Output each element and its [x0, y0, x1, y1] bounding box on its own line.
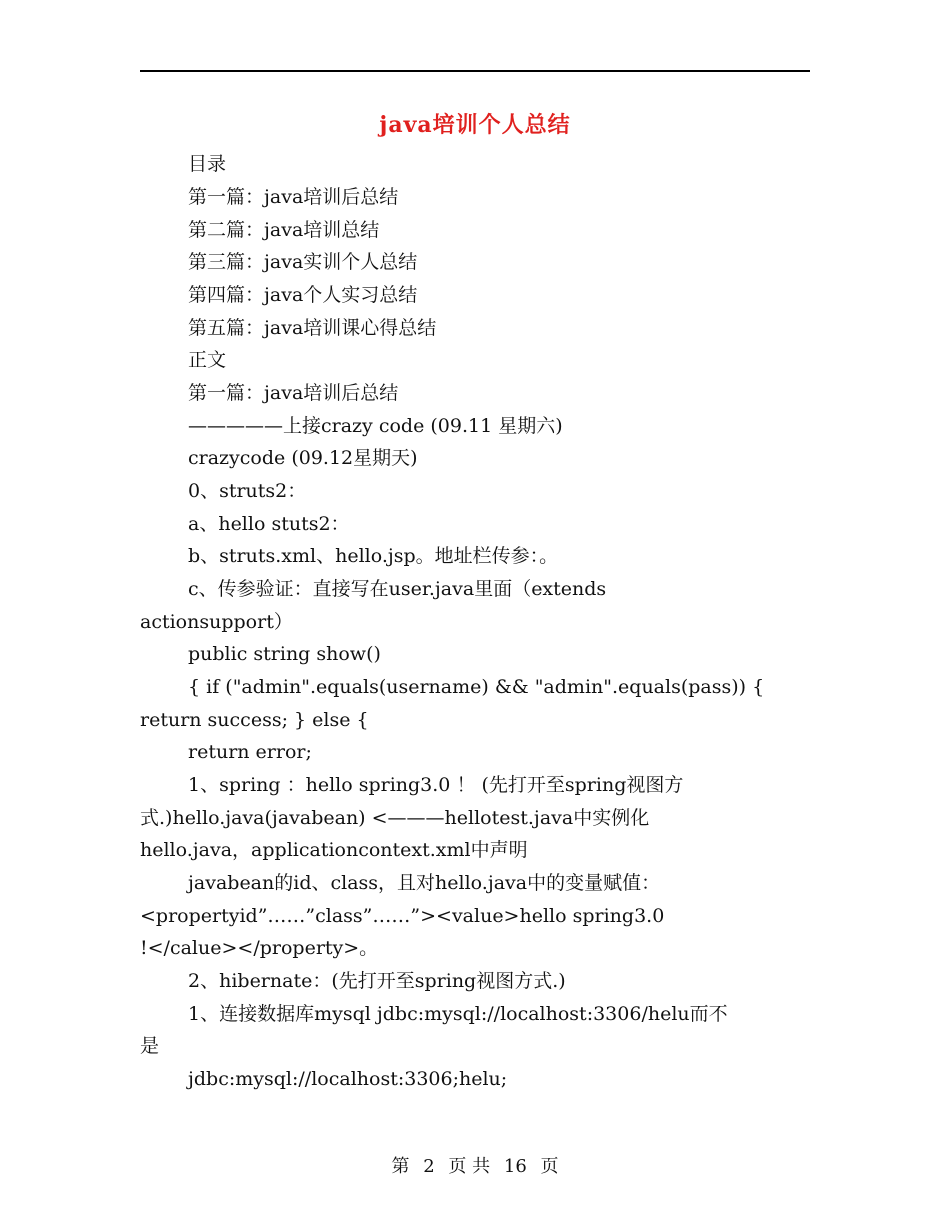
- paragraph-line: 1、spring ：hello spring3.0 ！ (先打开至spring视图方: [188, 774, 684, 796]
- footer-prefix: 第: [391, 1156, 410, 1177]
- toc-item-5: 第五篇：java培训课心得总结: [188, 317, 437, 339]
- paragraph-line: 是: [140, 1035, 160, 1057]
- paragraph-line: javabean的id、class，且对hello.java中的变量赋值：: [188, 872, 661, 894]
- toc-item-1: 第一篇：java培训后总结: [188, 186, 399, 208]
- paragraph-line: actionsupport）: [140, 611, 293, 633]
- toc-item-4: 第四篇：java个人实习总结: [188, 284, 418, 306]
- toc-item-2: 第二篇：java培训总结: [188, 219, 380, 241]
- body-heading: 正文: [188, 349, 227, 371]
- document-title: java培训个人总结: [379, 112, 571, 138]
- paragraph-line: !</calue></property>。: [140, 937, 379, 959]
- paragraph-line: b、struts.xml、hello.jsp。地址栏传参：。: [188, 545, 559, 567]
- code-line: return success; } else {: [140, 709, 369, 731]
- code-line: public string show(): [188, 643, 381, 665]
- paragraph-line: hello.java，applicationcontext.xml中声明: [140, 839, 528, 861]
- paragraph-line: <propertyid”……”class”……”><value>hello spring3.0: [140, 905, 665, 927]
- paragraph-line: c、传参验证：直接写在user.java里面（extends: [188, 578, 607, 600]
- page-number: 2: [423, 1156, 435, 1177]
- header-rule: [140, 70, 810, 72]
- paragraph-line: jdbc:mysql://localhost:3306;helu;: [188, 1068, 508, 1090]
- code-line: return error;: [188, 741, 312, 763]
- paragraph-line: a、hello stuts2：: [188, 513, 350, 535]
- total-pages: 16: [503, 1156, 527, 1177]
- page-footer: [0, 1152, 950, 1178]
- paragraph-line: 式.)hello.java(javabean) <———hellotest.java中实例化: [140, 807, 650, 829]
- paragraph-line: crazycode (09.12星期天): [188, 447, 418, 469]
- section-heading: 第一篇：java培训后总结: [188, 382, 399, 404]
- footer-suffix: 页: [540, 1156, 559, 1177]
- footer-middle: 页 共: [448, 1156, 491, 1177]
- paragraph-line: —————上接crazy code (09.11 星期六): [188, 415, 563, 437]
- paragraph-line: 0、struts2：: [188, 480, 307, 502]
- paragraph-line: 1、连接数据库mysql jdbc:mysql://localhost:3306/helu而不: [188, 1003, 728, 1025]
- toc-heading: 目录: [188, 153, 227, 175]
- paragraph-line: 2、hibernate：(先打开至spring视图方式.): [188, 970, 566, 992]
- code-line: { if ("admin".equals(username) && "admin".equals(pass)) {: [188, 676, 765, 698]
- toc-item-3: 第三篇：java实训个人总结: [188, 251, 418, 273]
